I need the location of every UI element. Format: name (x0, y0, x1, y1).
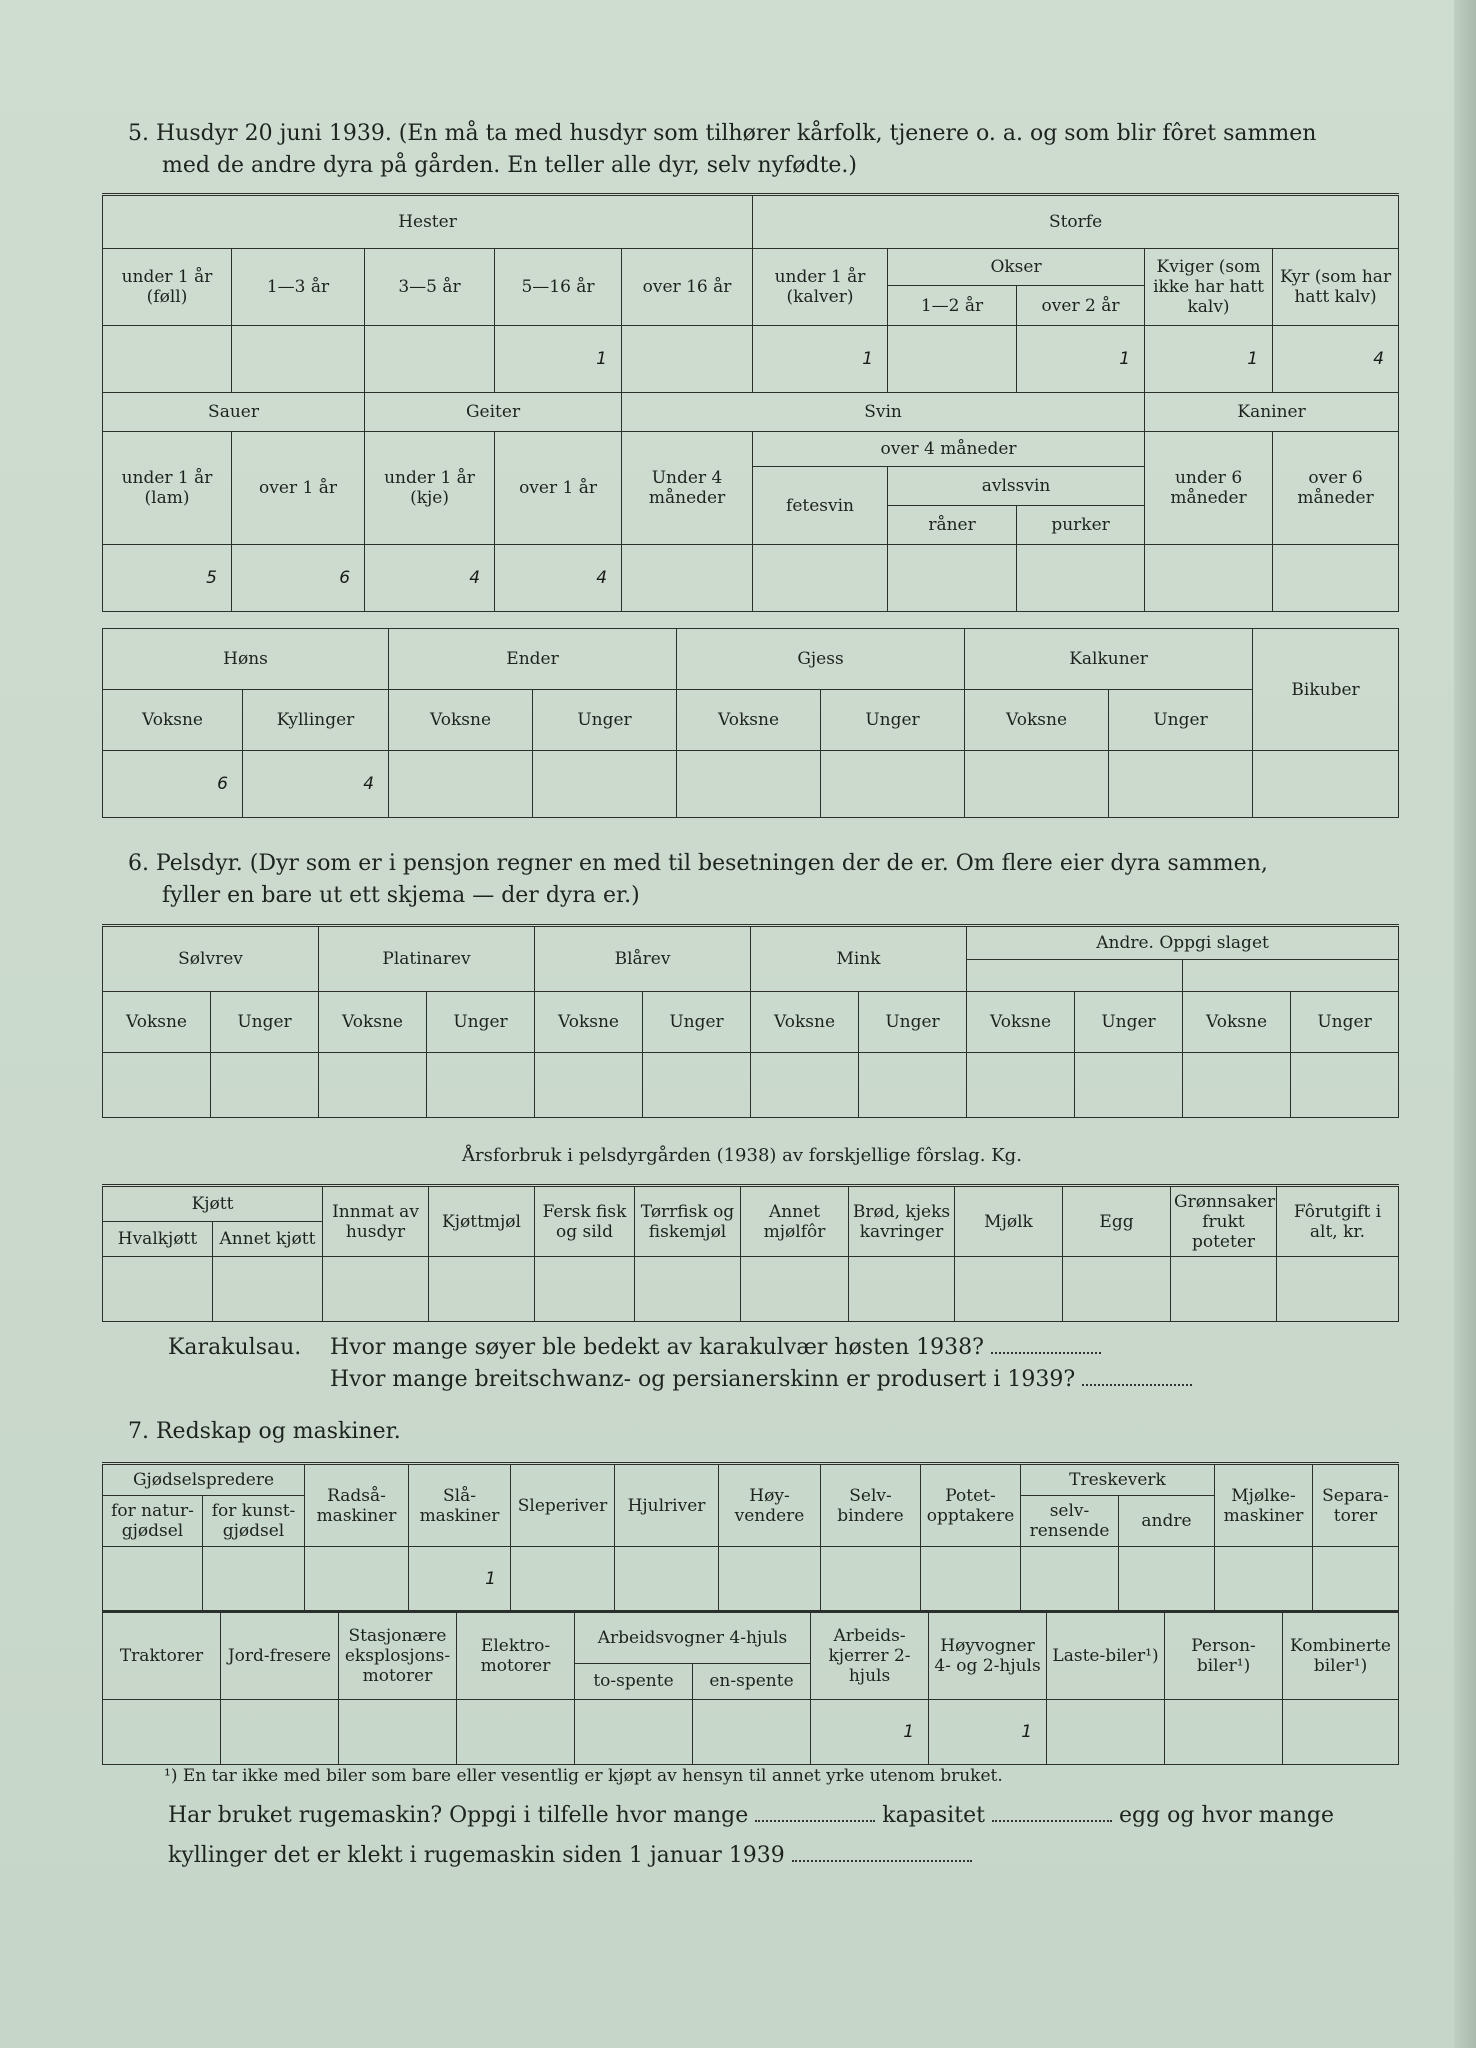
cell-value (1253, 751, 1399, 818)
svin-header: Svin (622, 393, 1145, 432)
gjodsel-col-2: for kunst-gjødsel (203, 1496, 305, 1547)
kalkuner-voksne: Voksne (965, 690, 1109, 751)
section7-title: 7. Redskap og maskiner. (128, 1419, 401, 1444)
cell-value: 1 (811, 1700, 929, 1765)
empty-cell (1277, 1257, 1399, 1322)
voksne-label: Voksne (751, 992, 859, 1053)
fjorfe-table (102, 628, 1399, 818)
cell-value (1273, 545, 1399, 612)
cell-value (1119, 1547, 1215, 1612)
section5-title: 5. Husdyr 20 juni 1939. (En må ta med husdyr som tilhører kårfolk, tjenere o. a. og som blir fôret sammen (128, 121, 1317, 146)
sauer-geiter-svin-table (102, 392, 1399, 612)
empty-cell (535, 1257, 635, 1322)
cell-value (103, 1547, 203, 1612)
forbruk-col-10: Fôrutgift i alt, kr. (1277, 1186, 1399, 1257)
kyr-header: Kyr (som har hatt kalv) (1273, 249, 1399, 326)
cell-value (1047, 1700, 1165, 1765)
cell-value (1313, 1547, 1399, 1612)
arbeidsvogner-header: Arbeidsvogner 4-hjuls (575, 1612, 811, 1664)
cell-value: 4 (365, 545, 495, 612)
empty-cell (955, 1257, 1063, 1322)
redskap-col-3: Sleperiver (511, 1464, 615, 1547)
kjott-header: Kjøtt (103, 1186, 323, 1222)
cell-value (615, 1547, 719, 1612)
purker-header: purker (1017, 506, 1145, 545)
tresk-col-2: andre (1119, 1496, 1215, 1547)
cell-value (365, 326, 495, 393)
tresk-col-1: selv-rensende (1021, 1496, 1119, 1547)
empty-cell (967, 1053, 1075, 1118)
geiter-col-1: under 1 år (kje) (365, 432, 495, 545)
cell-value (1017, 545, 1145, 612)
unger-label: Unger (643, 992, 751, 1053)
ruge-kapasitet-line[interactable] (992, 1802, 1112, 1822)
empty-cell (319, 1053, 427, 1118)
section5-title-line2: med de andre dyra på gården. En teller alle dyr, selv nyfødte.) (162, 153, 858, 178)
hester-col-5: over 16 år (622, 249, 753, 326)
hester-col-2: 1—3 år (232, 249, 365, 326)
cell-value (232, 326, 365, 393)
voksne-label: Voksne (1183, 992, 1291, 1053)
cell-value: 4 (243, 751, 389, 818)
hons-kyllinger: Kyllinger (243, 690, 389, 751)
forbruk-col-1: Innmat av husdyr (323, 1186, 429, 1257)
bikuber-header: Bikuber (1253, 629, 1399, 751)
unger-label: Unger (1075, 992, 1183, 1053)
gjess-unger: Unger (821, 690, 965, 751)
cell-value (693, 1700, 811, 1765)
cell-value (457, 1700, 575, 1765)
cell-value (888, 545, 1017, 612)
cell-value (203, 1547, 305, 1612)
redskap-b-col-3: Stasjonære eksplosjons-motorer (339, 1612, 457, 1700)
rugemaskin-line-2 (168, 1840, 972, 1872)
empty-cell (859, 1053, 967, 1118)
ruge-egg-label: egg og hvor mange (1118, 1803, 1335, 1828)
arb-col-1: to-spente (575, 1663, 693, 1699)
platinarev-header: Platinarev (319, 926, 535, 992)
footnote: ¹) En tar ikke med biler som bare eller vesentlig er kjøpt av hensyn til annet yrke utenom bruket. (164, 1766, 1003, 1786)
cell-value (1165, 1700, 1283, 1765)
treskeverk-header: Treskeverk (1021, 1464, 1215, 1496)
cell-value: 1 (1017, 326, 1145, 393)
cell-value (965, 751, 1109, 818)
hester-col-4: 5—16 år (495, 249, 622, 326)
hester-header: Hester (103, 195, 753, 249)
kalkuner-unger: Unger (1109, 690, 1253, 751)
hons-header: Høns (103, 629, 389, 690)
redskap-b-col-6: Høyvogner 4- og 2-hjuls (929, 1612, 1047, 1700)
mink-header: Mink (751, 926, 967, 992)
blarev-header: Blårev (535, 926, 751, 992)
redskap-col-9: Separa-torer (1313, 1464, 1399, 1547)
hester-col-3: 3—5 år (365, 249, 495, 326)
redskap-table-b (102, 1610, 1399, 1765)
forbruk-col-6: Brød, kjeks kavringer (849, 1186, 955, 1257)
karakul-question-1 (330, 1332, 1101, 1364)
forbruk-col-7: Mjølk (955, 1186, 1063, 1257)
redskap-col-1: Radså-maskiner (305, 1464, 409, 1547)
andre-slag-2 (1183, 959, 1399, 991)
empty-cell (213, 1257, 323, 1322)
empty-cell (849, 1257, 955, 1322)
cell-value (305, 1547, 409, 1612)
redskap-b-col-8: Person-biler¹) (1165, 1612, 1283, 1700)
cell-value (821, 751, 965, 818)
karakul-label: Karakulsau. (168, 1335, 302, 1360)
cell-value (888, 326, 1017, 393)
hester-storfe-table (102, 193, 1399, 393)
redskap-col-4: Hjulriver (615, 1464, 719, 1547)
cell-value: 6 (232, 545, 365, 612)
redskap-b-col-9: Kombinerte biler¹) (1283, 1612, 1399, 1700)
redskap-b-col-4: Elektro-motorer (457, 1612, 575, 1700)
cell-value: 1 (929, 1700, 1047, 1765)
redskap-b-col-7: Laste-biler¹) (1047, 1612, 1165, 1700)
redskap-col-8: Mjølke-maskiner (1215, 1464, 1313, 1547)
ruge-antall-line[interactable] (755, 1802, 875, 1822)
kalkuner-header: Kalkuner (965, 629, 1253, 690)
unger-label: Unger (1291, 992, 1399, 1053)
cell-value (575, 1700, 693, 1765)
cell-value (103, 1700, 221, 1765)
empty-cell (103, 1053, 211, 1118)
empty-cell (635, 1257, 741, 1322)
solvrev-header: Sølvrev (103, 926, 319, 992)
unger-label: Unger (427, 992, 535, 1053)
cell-value (1145, 545, 1273, 612)
kaniner-col-1: under 6 måneder (1145, 432, 1273, 545)
empty-cell (1183, 1053, 1291, 1118)
hvalkjott-header: Hvalkjøtt (103, 1222, 213, 1257)
forbruk-table (102, 1184, 1399, 1322)
cell-value (103, 326, 232, 393)
geiter-header: Geiter (365, 393, 622, 432)
empty-cell (751, 1053, 859, 1118)
svin-over-4: over 4 måneder (753, 432, 1145, 467)
cell-value (221, 1700, 339, 1765)
kaniner-col-2: over 6 måneder (1273, 432, 1399, 545)
cell-value (389, 751, 533, 818)
annet-kjott-header: Annet kjøtt (213, 1222, 323, 1257)
cell-value (1283, 1700, 1399, 1765)
empty-cell (323, 1257, 429, 1322)
redskap-col-7: Potet-opptakere (921, 1464, 1021, 1547)
hons-voksne: Voksne (103, 690, 243, 751)
voksne-label: Voksne (103, 992, 211, 1053)
cell-value (339, 1700, 457, 1765)
forbruk-col-3: Fersk fisk og sild (535, 1186, 635, 1257)
empty-cell (741, 1257, 849, 1322)
redskap-col-2: Slå-maskiner (409, 1464, 511, 1547)
redskap-col-6: Selv-bindere (821, 1464, 921, 1547)
cell-value: 1 (495, 326, 622, 393)
arb-col-2: en-spente (693, 1663, 811, 1699)
section6-title: 6. Pelsdyr. (Dyr som er i pensjon regner en med til besetningen der de er. Om flere eier dyra sammen, (128, 851, 1268, 876)
empty-cell (103, 1257, 213, 1322)
voksne-label: Voksne (967, 992, 1075, 1053)
gjodsel-header: Gjødselspredere (103, 1464, 305, 1496)
karakul-q1-text: Hvor mange søyer ble bedekt av karakulvær høsten 1938? (330, 1335, 984, 1360)
gjess-voksne: Voksne (677, 690, 821, 751)
ruge-kyllinger-text: kyllinger det er klekt i rugemaskin siden 1 januar 1939 (168, 1843, 785, 1868)
empty-cell (1063, 1257, 1171, 1322)
sauer-col-1: under 1 år (lam) (103, 432, 232, 545)
voksne-label: Voksne (535, 992, 643, 1053)
redskap-b-col-2: Jord-freserе (221, 1612, 339, 1700)
empty-cell (429, 1257, 535, 1322)
cell-value: 1 (409, 1547, 511, 1612)
forbruk-col-8: Egg (1063, 1186, 1171, 1257)
gjess-header: Gjess (677, 629, 965, 690)
section6-title-line2: fyller en bare ut ett skjema — der dyra er.) (162, 883, 640, 908)
empty-cell (211, 1053, 319, 1118)
kaniner-header: Kaniner (1145, 393, 1399, 432)
redskap-table-a (102, 1462, 1399, 1612)
cell-value (622, 545, 753, 612)
karakul-q1-answer-line[interactable] (991, 1334, 1101, 1354)
geiter-col-2: over 1 år (495, 432, 622, 545)
pelsdyr-table (102, 924, 1399, 1118)
rugemaskin-line-1 (168, 1800, 1334, 1832)
ender-unger: Unger (533, 690, 677, 751)
cell-value (1109, 751, 1253, 818)
redskap-b-col-1: Traktorer (103, 1612, 221, 1700)
cell-value (622, 326, 753, 393)
empty-cell (1171, 1257, 1277, 1322)
karakul-q2-text: Hvor mange breitschwanz- og persianerskinn er produsert i 1939? (330, 1367, 1076, 1392)
cell-value (1215, 1547, 1313, 1612)
sauer-header: Sauer (103, 393, 365, 432)
forbruk-col-4: Tørrfisk og fiskemjøl (635, 1186, 741, 1257)
andre-header: Andre. Oppgi slaget (967, 926, 1399, 960)
empty-cell (1291, 1053, 1399, 1118)
cell-value (821, 1547, 921, 1612)
redskap-col-5: Høy-vendere (719, 1464, 821, 1547)
gjodsel-col-1: for natur-gjødsel (103, 1496, 203, 1547)
fetesvin-header: fetesvin (753, 467, 888, 545)
karakul-q2-answer-line[interactable] (1082, 1366, 1192, 1386)
empty-cell (427, 1053, 535, 1118)
sauer-col-2: over 1 år (232, 432, 365, 545)
okser-col-1: 1—2 år (888, 286, 1017, 326)
forbruk-col-5: Annet mjølfôr (741, 1186, 849, 1257)
cell-value: 6 (103, 751, 243, 818)
storfe-under-1: under 1 år (kalver) (753, 249, 888, 326)
empty-cell (643, 1053, 751, 1118)
empty-cell (535, 1053, 643, 1118)
raner-header: råner (888, 506, 1017, 545)
cell-value (533, 751, 677, 818)
andre-slag-1 (967, 959, 1183, 991)
forbruk-col-2: Kjøttmjøl (429, 1186, 535, 1257)
unger-label: Unger (859, 992, 967, 1053)
cell-value: 5 (103, 545, 232, 612)
okser-col-2: over 2 år (1017, 286, 1145, 326)
ruge-kyllinger-line[interactable] (792, 1842, 972, 1862)
cell-value (753, 545, 888, 612)
kviger-header: Kviger (som ikke har hatt kalv) (1145, 249, 1273, 326)
cell-value: 1 (1145, 326, 1273, 393)
redskap-b-col-5: Arbeids-kjerrer 2-hjuls (811, 1612, 929, 1700)
empty-cell (1075, 1053, 1183, 1118)
ender-header: Ender (389, 629, 677, 690)
avlssvin-header: avlssvin (888, 467, 1145, 506)
cell-value (511, 1547, 615, 1612)
karakul-question-2 (330, 1364, 1192, 1396)
cell-value (677, 751, 821, 818)
voksne-label: Voksne (319, 992, 427, 1053)
cell-value: 4 (495, 545, 622, 612)
unger-label: Unger (211, 992, 319, 1053)
cell-value: 4 (1273, 326, 1399, 393)
storfe-header: Storfe (753, 195, 1399, 249)
ruge-question: Har bruket rugemaskin? Oppgi i tilfelle hvor mange (168, 1803, 749, 1828)
page-edge (1454, 0, 1476, 2048)
ruge-kapasitet-label: kapasitet (882, 1803, 985, 1828)
forbruk-title: Årsforbruk i pelsdyrgården (1938) av forskjellige fôrslag. Kg. (462, 1145, 1022, 1166)
forbruk-col-9: Grønnsaker frukt poteter (1171, 1186, 1277, 1257)
okser-header: Okser (888, 249, 1145, 286)
cell-value: 1 (753, 326, 888, 393)
cell-value (921, 1547, 1021, 1612)
cell-value (719, 1547, 821, 1612)
cell-value (1021, 1547, 1119, 1612)
ender-voksne: Voksne (389, 690, 533, 751)
hester-col-1: under 1 år (føll) (103, 249, 232, 326)
svin-under-4: Under 4 måneder (622, 432, 753, 545)
